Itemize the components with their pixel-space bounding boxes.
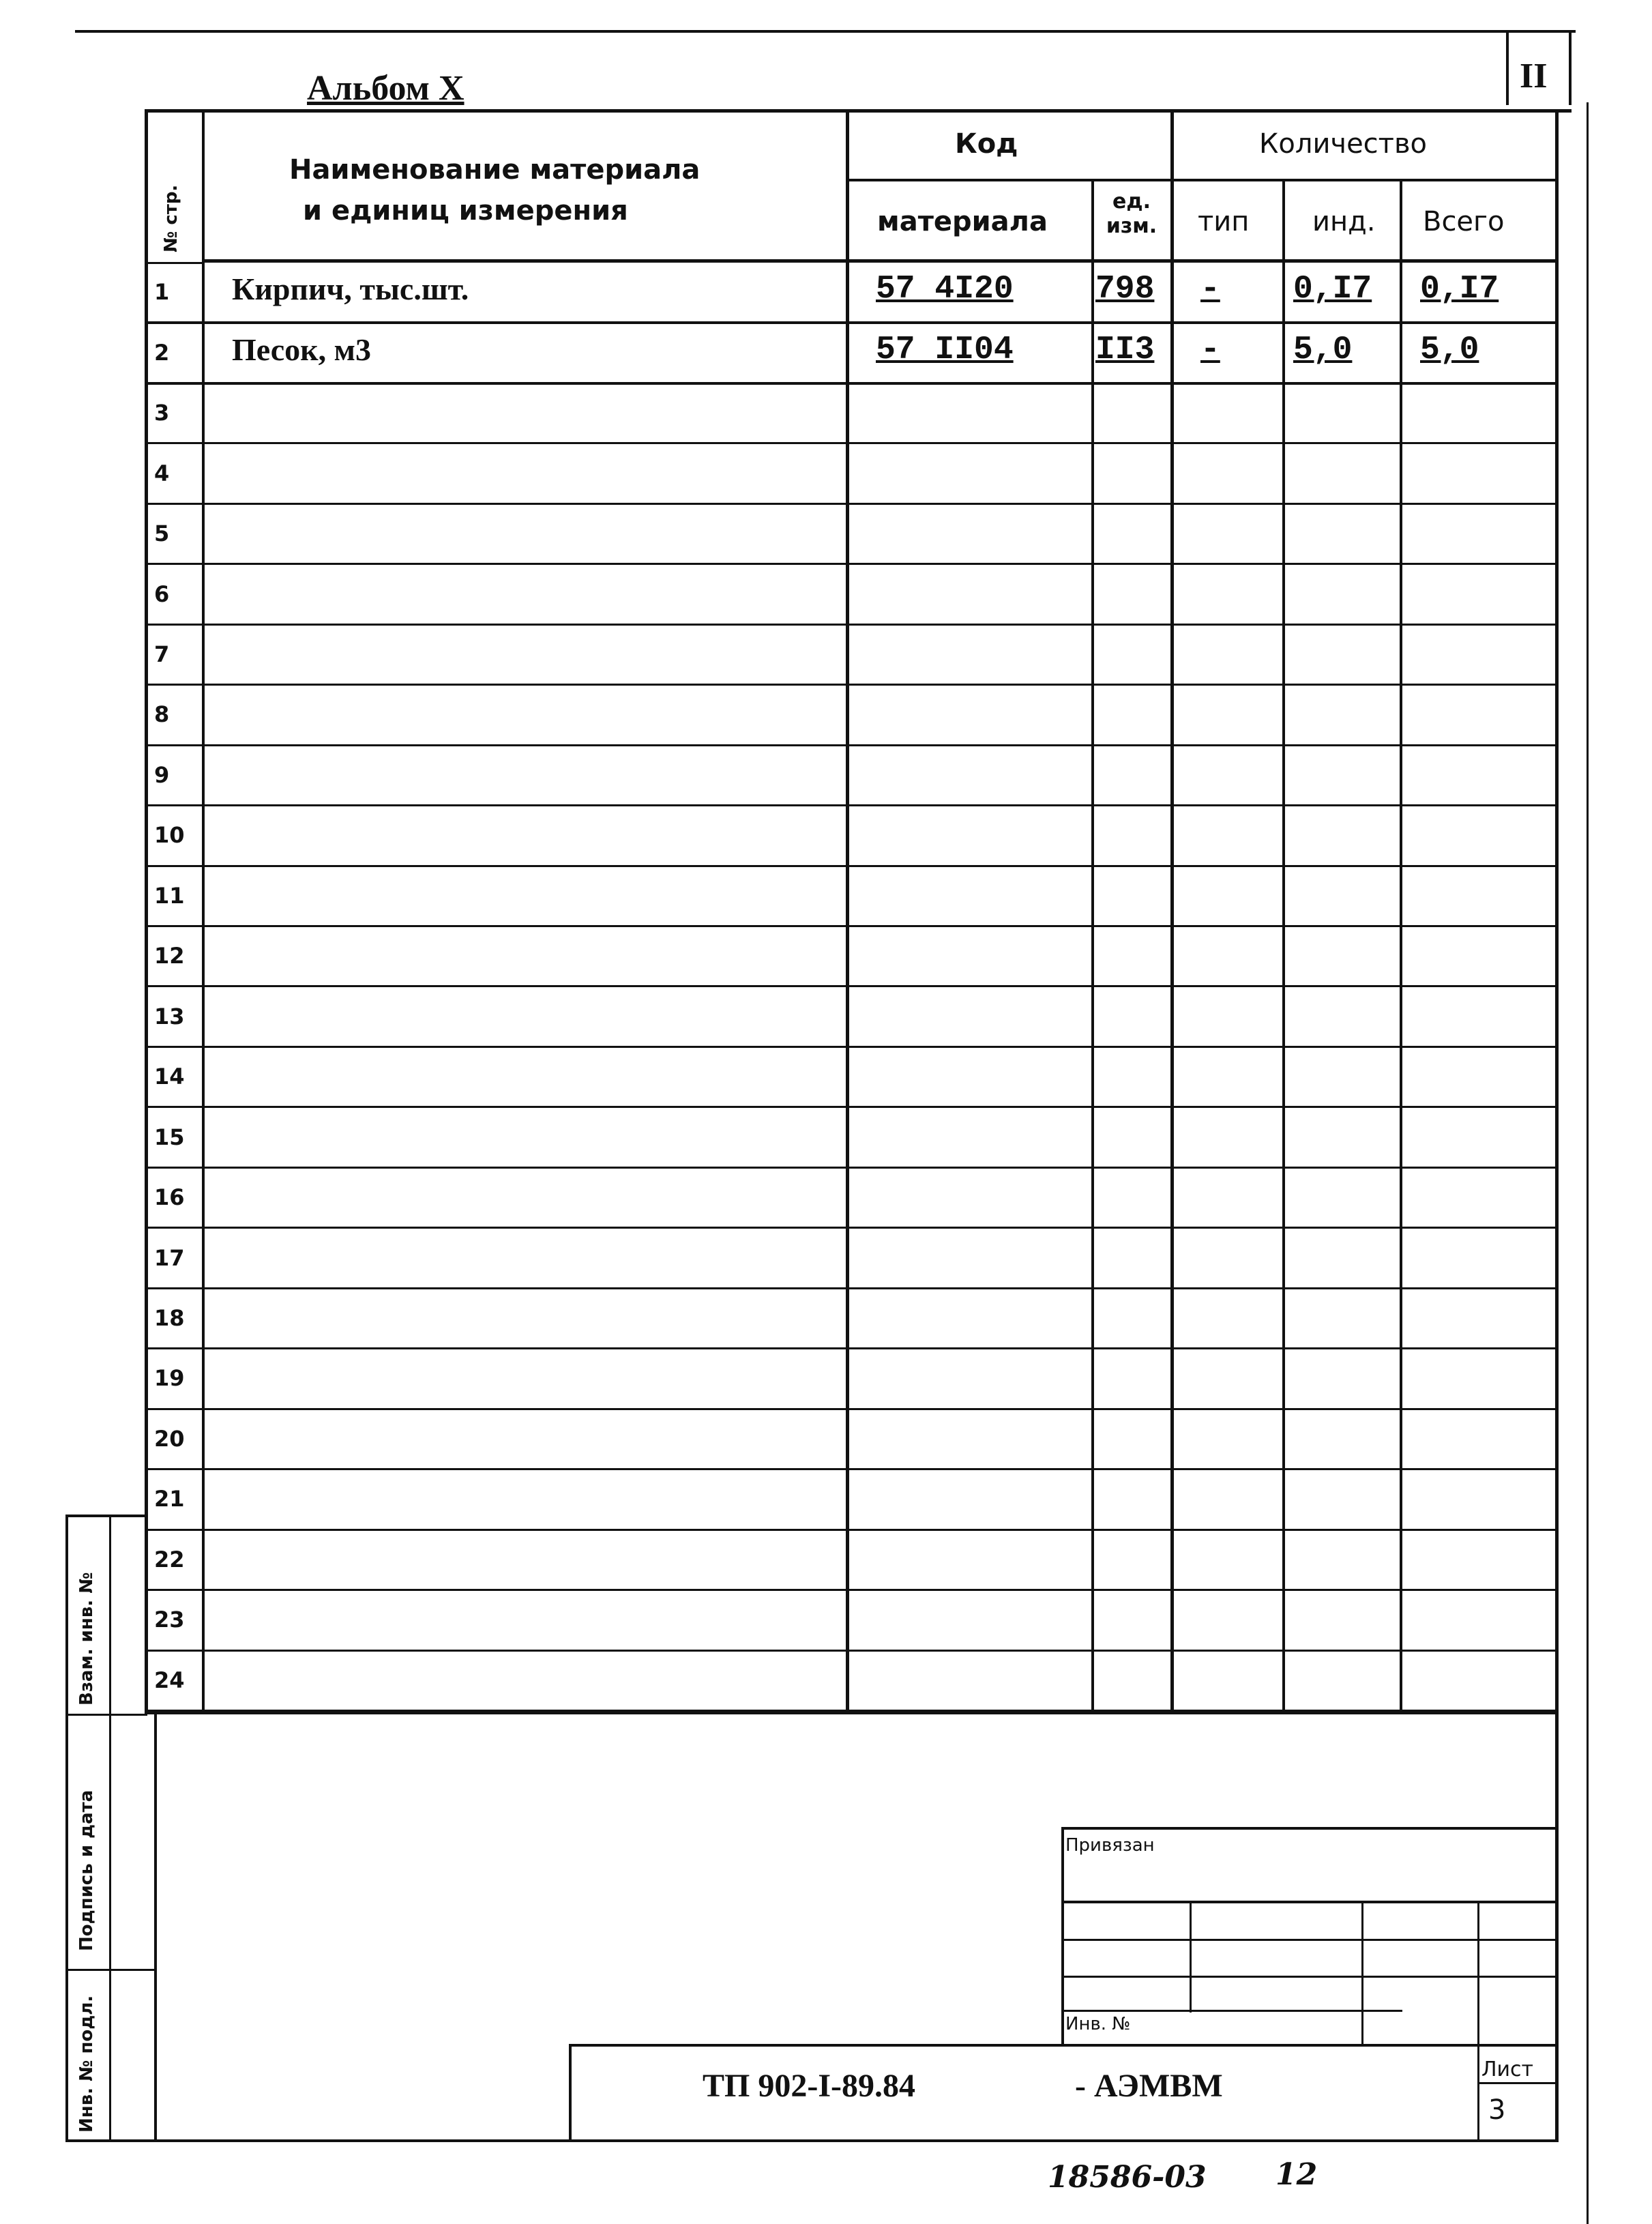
cell-type: - [1200,271,1220,308]
col-code-unit-header: ед. изм. [1106,190,1157,238]
table-row-num-divider [202,109,205,1712]
row-number: 11 [154,883,185,909]
titleblock-top [569,2044,1557,2047]
row-number: 10 [154,822,185,848]
page-frame-bottom [154,2139,1558,2142]
archive-number: 18586-03 [1048,2160,1207,2195]
col-qty-total-header: Всего [1423,206,1505,237]
page-frame-left [154,1712,157,2142]
col-divider-ind [1282,179,1285,1712]
side-strip-sep2 [65,1969,154,1971]
privyazan-box-top [1061,1827,1557,1830]
row-number: 12 [154,943,185,969]
table-row-line [145,1106,1557,1108]
row-number: 16 [154,1184,185,1210]
side-strip-sep1 [65,1714,147,1716]
col-divider-total [1400,179,1402,1712]
col-name-header-line2: и единиц измерения [303,195,628,226]
inv-no-label: Инв. № [1065,2014,1131,2034]
table-left-line [145,109,148,1712]
row-number: 5 [154,521,170,546]
cell-unit: II3 [1095,332,1155,368]
cell-total: 0,I7 [1420,271,1499,308]
page-right-edge [1587,102,1589,2224]
cell-unit: 798 [1095,271,1155,308]
row-number: 24 [154,1667,185,1693]
privyazan-vline2 [1361,1901,1363,2045]
privyazan-label: Привязан [1065,1835,1155,1856]
row-number: 20 [154,1426,185,1452]
cell-ind: 5,0 [1293,332,1353,368]
row-number: 17 [154,1245,185,1271]
header-bottom-line [202,259,1557,263]
table-row-line [145,985,1557,987]
table-row-line [145,1347,1557,1349]
col-code-header: Код [955,128,1018,160]
col-rownum-header: № стр. [161,184,181,252]
titleblock-left [569,2044,572,2141]
side-strip-top [65,1515,147,1517]
cell-ind: 0,I7 [1293,271,1372,308]
footer-page-number: 12 [1275,2157,1318,2192]
sheet-number: 3 [1488,2094,1506,2126]
header-bottom-line-left [145,262,203,264]
table-row-line [145,1046,1557,1048]
table-row-line [145,1589,1557,1591]
table-row-line [145,1408,1557,1410]
row-number: 19 [154,1365,185,1391]
row-number: 21 [154,1486,185,1512]
corner-box-right [1569,30,1572,105]
table-row-line [145,865,1557,867]
cell-name: Песок, м3 [232,332,372,367]
col-divider-qty [1170,109,1174,1712]
row-number: 8 [154,701,170,727]
row-number: 3 [154,400,170,426]
doc-suffix: - АЭМВМ [1075,2068,1223,2104]
privyazan-vline3 [1477,1901,1479,2139]
table-row-line [145,624,1557,626]
table-row-line [145,684,1557,686]
privyazan-line2 [1061,1939,1557,1941]
side-strip-bottom [65,2139,168,2142]
table-row-line [145,744,1557,746]
table-row-line [145,1227,1557,1229]
table-row-line [145,442,1557,444]
page-corner-number: II [1520,57,1548,96]
privyazan-vline1 [1190,1901,1192,2013]
col-qty-type-header: тип [1198,206,1250,237]
top-border-line [75,30,1576,33]
row-number: 18 [154,1305,185,1331]
row-number: 22 [154,1547,185,1572]
sheet-label: Лист [1481,2058,1534,2081]
table-row-line [145,503,1557,505]
col-qty-ind-header: инд. [1312,206,1376,237]
col-divider-code [846,109,849,1712]
header-subline [846,179,1557,181]
corner-box-left [1506,30,1509,105]
table-rightmost-line [1555,109,1559,1712]
row-number: 7 [154,641,170,667]
table-row-line [145,1650,1557,1652]
privyazan-box-left [1061,1827,1064,2045]
cell-total: 5,0 [1420,332,1479,368]
row-number: 9 [154,762,170,788]
row-number: 1 [154,279,170,305]
table-row-line [145,1167,1557,1169]
col-name-header-line1: Наименование материала [289,154,700,186]
cell-code: 57 4I20 [876,271,1014,308]
col-divider-unit [1091,179,1094,1712]
privyazan-line3 [1061,1976,1557,1978]
row-number: 4 [154,460,170,486]
cell-type: - [1200,332,1220,368]
privyazan-line4 [1061,2010,1402,2012]
table-row-line [145,1529,1557,1531]
side-strip-outer-left [65,1515,68,2142]
side-strip-inv-podl: Инв. № подл. [76,1995,97,2133]
cell-code: 57 II04 [876,332,1014,368]
row-number: 15 [154,1124,185,1150]
album-title: Альбом X [307,69,464,108]
table-row-line [145,804,1557,806]
side-strip-inner [109,1515,111,2142]
side-strip-podpis: Подпись и дата [76,1789,97,1951]
col-quantity-header: Количество [1259,128,1428,160]
row-number: 13 [154,1004,185,1029]
privyazan-line1 [1061,1901,1557,1903]
table-top-line [145,109,1572,113]
table-row-line [145,563,1557,565]
col-code-material-header: материала [877,206,1048,237]
row-number: 23 [154,1607,185,1633]
table-row-line [145,382,1557,385]
table-row-line [145,925,1557,927]
sheet-label-line [1477,2082,1557,2084]
page-frame-right [1555,1712,1559,2142]
cell-name: Кирпич, тыс.шт. [232,272,469,306]
row-number: 6 [154,581,170,607]
side-strip-vzam: Взам. инв. № [76,1572,97,1706]
table-row-line [145,1468,1557,1470]
doc-code: ТП 902-I-89.84 [703,2068,915,2104]
table-row-line [145,1287,1557,1289]
table-row-line [145,321,1557,324]
row-number: 2 [154,340,170,366]
table-bottom-line [145,1711,1558,1714]
row-number: 14 [154,1064,185,1089]
